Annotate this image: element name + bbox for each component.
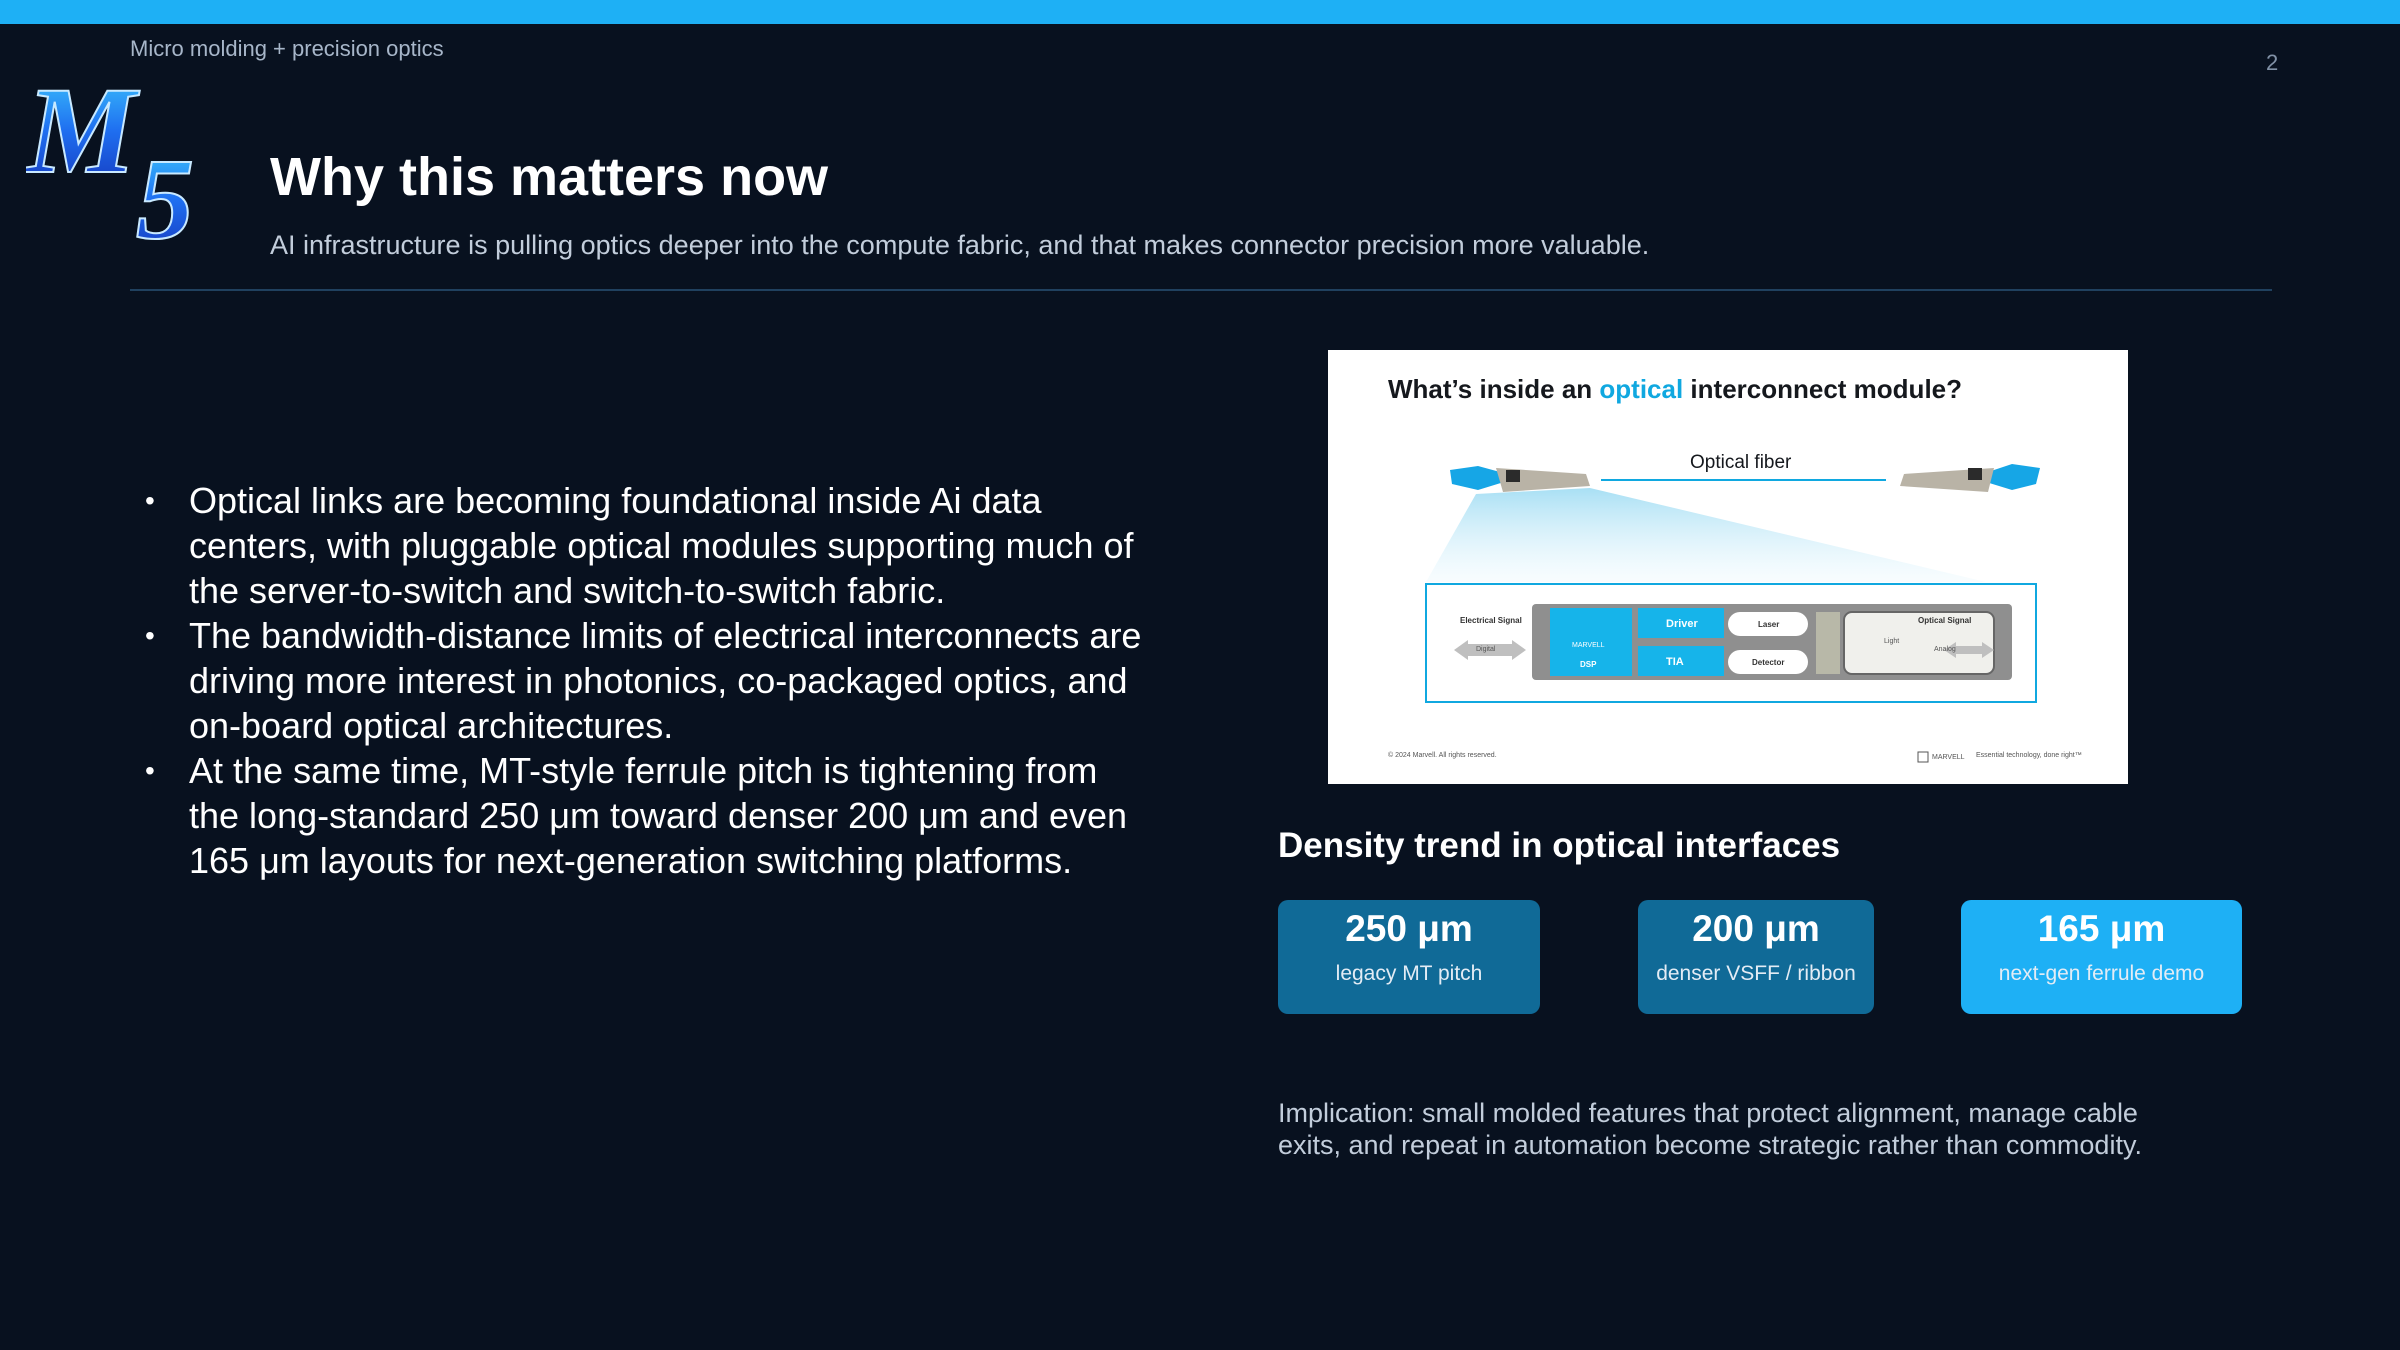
figure-title: What’s inside an optical interconnect module?	[1388, 374, 1963, 404]
zoom-beam	[1426, 488, 1986, 582]
pitch-card-label: denser VSFF / ribbon	[1656, 962, 1856, 985]
bullet-item-ferrule-pitch: • At the same time, MT-style ferrule pitch is tightening from the long-standard 250 μm toward denser 200 μm and even 165 μm layouts for next-generation switching platforms.	[145, 748, 1145, 883]
figure-copyright: © 2024 Marvell. All rights reserved.	[1388, 752, 1497, 759]
pitch-card-250	[1278, 900, 1540, 1014]
page-number: 2	[2266, 50, 2279, 75]
optical-fiber-label: Optical fiber	[1690, 452, 1792, 473]
implication-text: Implication: small molded features that protect alignment, manage cable exits, and repeat in automation become strategic rather than commodity.	[1278, 1098, 2142, 1160]
bullet-item-optical-links: • Optical links are becoming foundational inside Ai data centers, with pluggable optical modules supporting much of the server-to-switch and switch-to-switch fabric.	[145, 478, 1145, 613]
pitch-card-label: next-gen ferrule demo	[1998, 962, 2205, 985]
tia-label: TIA	[1666, 656, 1684, 668]
laser-label: Laser	[1758, 620, 1780, 629]
optical-module-figure	[1328, 350, 2128, 784]
left-transceiver-icon	[1450, 466, 1504, 490]
page-title: Why this matters now	[270, 147, 829, 207]
electrical-signal-label: Electrical Signal	[1460, 616, 1522, 625]
header-divider	[130, 289, 2272, 291]
pitch-card-value: 250 μm	[1345, 908, 1473, 949]
pitch-card-value: 200 μm	[1692, 908, 1820, 949]
pitch-card-200	[1638, 900, 1874, 1014]
density-trend-title: Density trend in optical interfaces	[1278, 826, 1841, 865]
optical-signal-label: Optical Signal	[1918, 616, 1972, 625]
detector-label: Detector	[1752, 658, 1785, 667]
logo-digit-5: 5	[136, 136, 194, 250]
dsp-label: DSP	[1580, 660, 1597, 669]
page-subtitle: AI infrastructure is pulling optics deeper into the compute fabric, and that makes connector precision more valuable.	[270, 230, 1650, 260]
bullet-list	[145, 478, 1145, 883]
pitch-card-label: legacy MT pitch	[1335, 962, 1483, 985]
top-accent-bar	[0, 0, 2400, 24]
analog-label: Analog	[1934, 646, 1956, 653]
figure-brand: MARVELL	[1932, 754, 1965, 761]
m5-logo-icon	[26, 72, 238, 250]
section-eyebrow: Micro molding + precision optics	[130, 36, 444, 61]
pitch-card-value: 165 μm	[2037, 908, 2166, 949]
right-transceiver-icon	[1986, 464, 2040, 490]
figure-tagline: Essential technology, done right™	[1976, 752, 2082, 759]
light-label: Light	[1884, 638, 1900, 645]
driver-label: Driver	[1666, 618, 1698, 630]
pitch-card-165	[1961, 900, 2242, 1014]
module-diagram-graphic	[1328, 350, 2128, 784]
bullet-item-bandwidth: • The bandwidth-distance limits of electrical interconnects are driving more interest in photonics, co-packaged optics, and on-board optical architectures.	[145, 613, 1145, 748]
marvell-chip-label: MARVELL	[1572, 642, 1605, 649]
digital-label: Digital	[1476, 646, 1496, 653]
logo-letter-m: M	[26, 72, 137, 199]
